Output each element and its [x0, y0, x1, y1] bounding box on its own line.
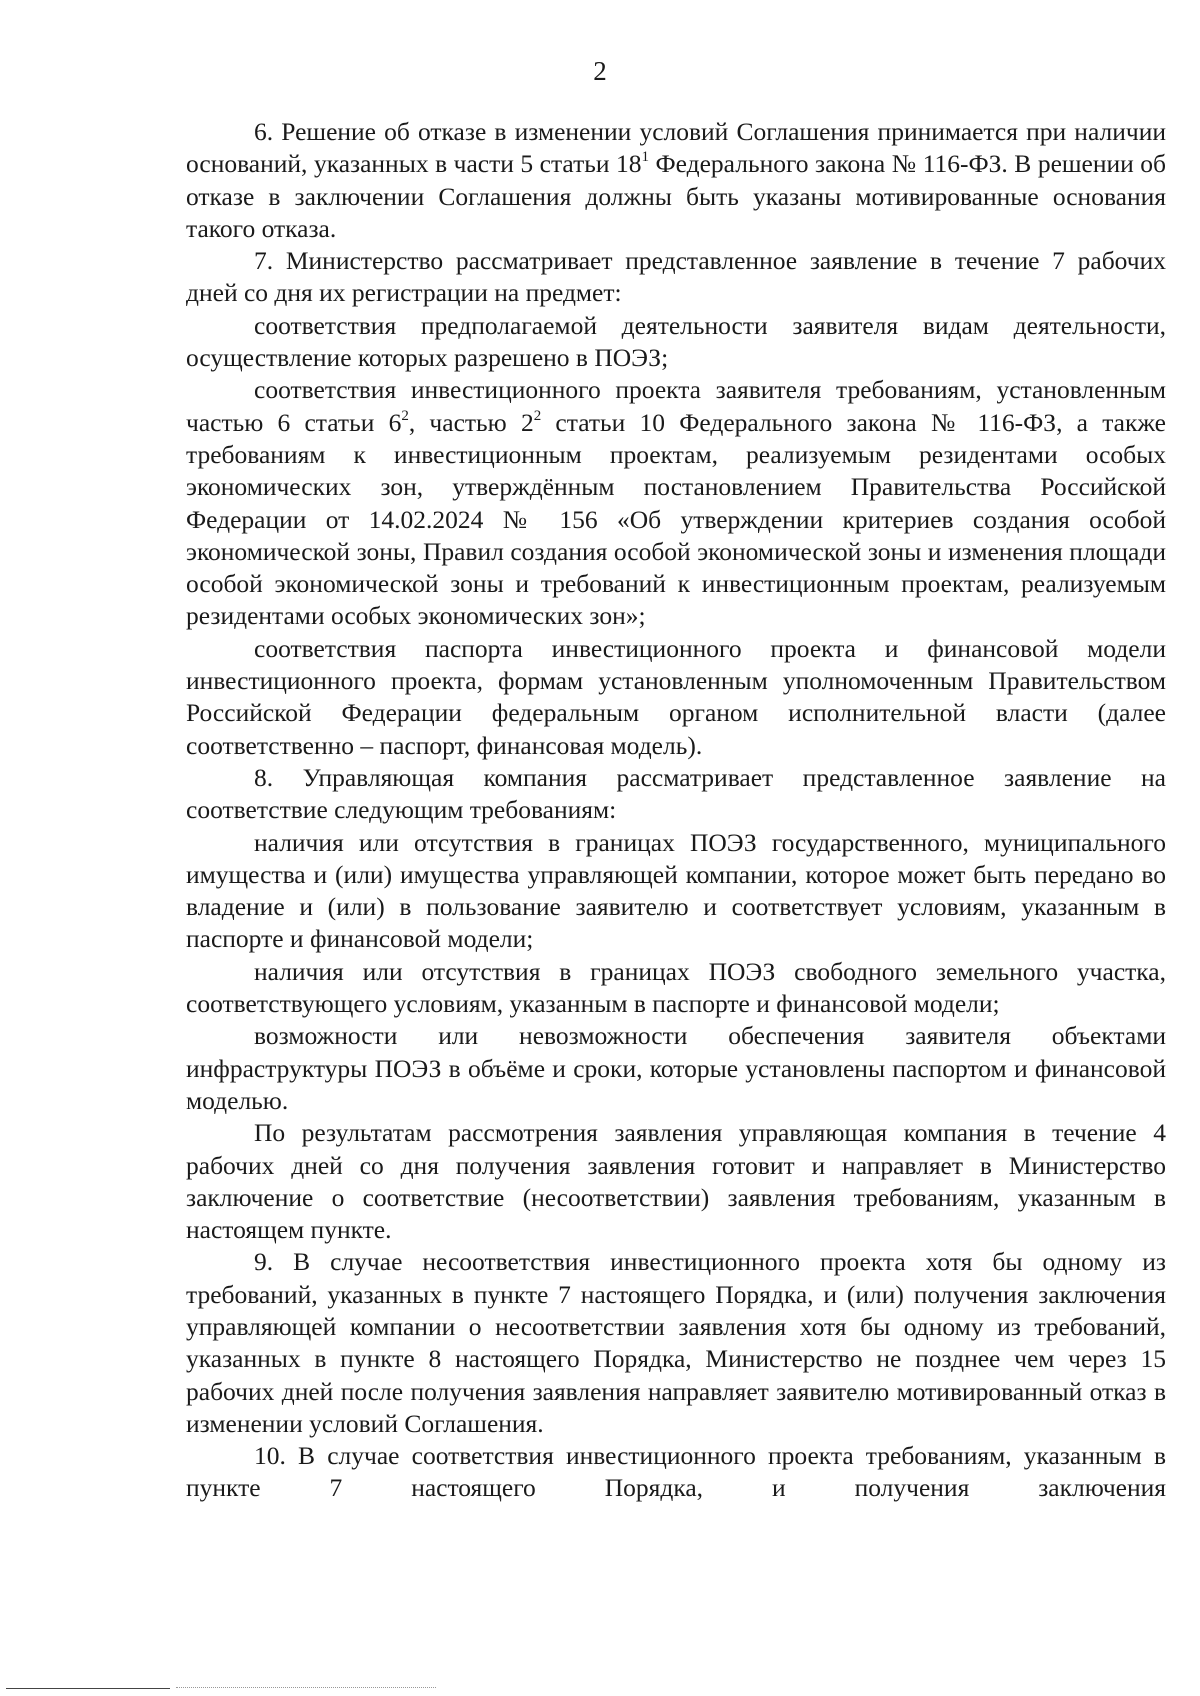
paragraph-10: 10. В случае соответствия инвестиционного проекта требованиям, указанным в пункте 7 настоящего Порядка, и получения заключения: [186, 1441, 1166, 1503]
paragraph-8-item-3: возможности или невозможности обеспечения заявителя объектами инфраструктуры ПОЭЗ в объёме и сроки, которые установлены паспортом и финансовой моделью.: [186, 1021, 1166, 1115]
document-body: [186, 116, 1166, 1505]
paragraph-7-item-2-text-a: соответствия инвестиционного проекта заявителя требованиям, установленным частью 6 статьи 6: [186, 375, 1166, 437]
paragraph-7-item-3: соответствия паспорта инвестиционного проекта и финансовой модели инвестиционного проекта, формам установленным уполномоченным Правительством Российской Федерации федеральным органом исполнительной власти (далее соответственно – паспорт, финансовая модель).: [186, 633, 1166, 760]
paragraph-6-text-b: Федерального закона № 116-ФЗ. В решении об отказе в заключении Соглашения должны быть указаны мотивированные основания такого отказа.: [186, 149, 1167, 243]
paragraph-7-item-2-text-b: , частью 2: [408, 407, 534, 437]
paragraph-7-item-1: соответствия предполагаемой деятельности заявителя видам деятельности, осуществление которых разрешено в ПОЭЗ;: [186, 310, 1166, 373]
paragraph-7-item-2: [186, 374, 1166, 632]
paragraph-6: [186, 116, 1166, 245]
footer-rule: [6, 1688, 170, 1689]
paragraph-6-text-a: 6. Решение об отказе в изменении условий Соглашения принимается при наличии оснований, указанных в части 5 статьи 18: [186, 117, 1166, 179]
superscript: 1: [641, 149, 649, 166]
paragraph-8-item-2: наличия или отсутствия в границах ПОЭЗ свободного земельного участка, соответствующего условиям, указанным в паспорте и финансовой модели;: [186, 956, 1166, 1019]
superscript: 2: [533, 407, 542, 424]
paragraph-8: 8. Управляющая компания рассматривает представленное заявление на соответствие следующим требованиям:: [186, 762, 1166, 825]
superscript: 2: [401, 407, 409, 424]
paragraph-7-item-2-text-c: статьи 10 Федерального закона № 116-ФЗ, а также требованиям к инвестиционным проектам, реализуемым резидентами особых экономических зон, утверждённым постановлением Правительства Российской Федерации от 14.02.2024 № 156 «Об утверждении критериев создания особой экономической зоны, Правил создания особой экономической зоны и изменения площади особой экономической зоны и требований к инвестиционным проектам, реализуемым резидентами особых экономических зон»;: [186, 407, 1166, 631]
paragraph-8-item-1: наличия или отсутствия в границах ПОЭЗ государственного, муниципального имущества и (или) имущества управляющей компании, которое может быть передано во владение и (или) в пользование заявителю и соответствует условиям, указанным в паспорте и финансовой модели;: [186, 827, 1166, 954]
page-number: 2: [593, 56, 607, 86]
paragraph-9: 9. В случае несоответствия инвестиционного проекта хотя бы одному из требований, указанных в пункте 7 настоящего Порядка, и (или) получения заключения управляющей компании о несоответствии заявления хотя бы одному из требований, указанных в пункте 8 настоящего Порядка, Министерство не позднее чем через 15 рабочих дней после получения заявления направляет заявителю мотивированный отказ в изменении условий Соглашения.: [186, 1247, 1166, 1438]
footer-scan-marks: [176, 1687, 436, 1688]
paragraph-8-conclusion: По результатам рассмотрения заявления управляющая компания в течение 4 рабочих дней со дня получения заявления готовит и направляет в Министерство заключение о соответствие (несоответствии) заявления требованиям, указанным в настоящем пункте.: [186, 1118, 1166, 1245]
paragraph-7: 7. Министерство рассматривает представленное заявление в течение 7 рабочих дней со дня их регистрации на предмет:: [186, 246, 1166, 308]
